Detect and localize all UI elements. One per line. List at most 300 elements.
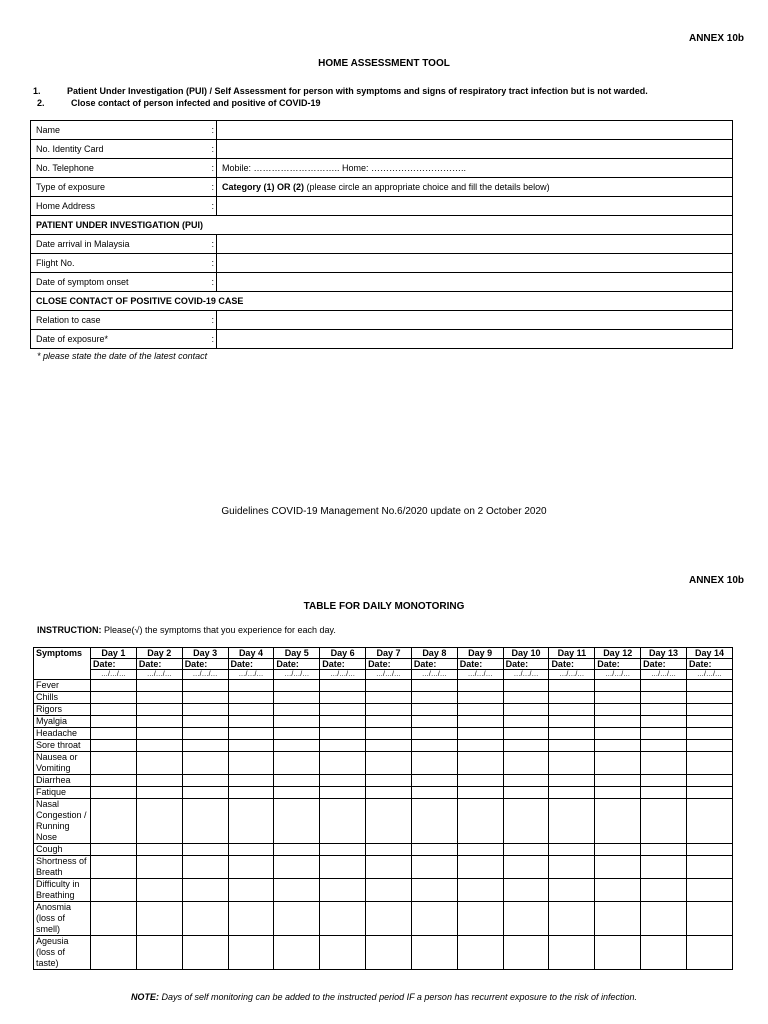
date-label: Date:: [549, 659, 595, 670]
symptom-checkbox-cell[interactable]: [457, 692, 503, 704]
symptom-checkbox-cell[interactable]: [366, 902, 412, 936]
symptom-checkbox-cell[interactable]: [182, 799, 228, 844]
date-field[interactable]: …/…/…: [182, 670, 228, 680]
symptom-checkbox-cell[interactable]: [274, 716, 320, 728]
symptom-row: [34, 856, 733, 879]
symptom-checkbox-cell[interactable]: [91, 856, 137, 879]
symptom-checkbox-cell[interactable]: [641, 704, 687, 716]
symptom-checkbox-cell[interactable]: [503, 728, 549, 740]
symptom-checkbox-cell[interactable]: [686, 844, 732, 856]
symptom-checkbox-cell[interactable]: [686, 716, 732, 728]
symptom-checkbox-cell[interactable]: [549, 799, 595, 844]
symptom-checkbox-cell[interactable]: [182, 787, 228, 799]
date-field[interactable]: …/…/…: [595, 670, 641, 680]
symptom-checkbox-cell[interactable]: [457, 879, 503, 902]
symptom-checkbox-cell[interactable]: [503, 716, 549, 728]
symptom-checkbox-cell[interactable]: [91, 704, 137, 716]
symptom-checkbox-cell[interactable]: [411, 740, 457, 752]
symptom-checkbox-cell[interactable]: [136, 716, 182, 728]
symptom-checkbox-cell[interactable]: [549, 902, 595, 936]
symptom-checkbox-cell[interactable]: [457, 728, 503, 740]
symptom-checkbox-cell[interactable]: [136, 879, 182, 902]
symptom-checkbox-cell[interactable]: [411, 692, 457, 704]
date-field[interactable]: …/…/…: [366, 670, 412, 680]
symptom-checkbox-cell[interactable]: [274, 775, 320, 787]
form-row-telephone: [31, 159, 733, 178]
symptom-checkbox-cell[interactable]: [136, 692, 182, 704]
symptom-checkbox-cell[interactable]: [411, 716, 457, 728]
symptom-checkbox-cell[interactable]: [91, 740, 137, 752]
symptom-checkbox-cell[interactable]: [274, 692, 320, 704]
telephone-field[interactable]: Mobile: ……………………….. Home: …………………………..: [217, 159, 733, 178]
onset-label: Date of symptom onset: [31, 273, 202, 292]
symptom-checkbox-cell[interactable]: [595, 844, 641, 856]
date-field[interactable]: …/…/…: [136, 670, 182, 680]
symptom-checkbox-cell[interactable]: [182, 692, 228, 704]
symptom-checkbox-cell[interactable]: [503, 740, 549, 752]
symptom-checkbox-cell[interactable]: [457, 787, 503, 799]
symptom-checkbox-cell[interactable]: [686, 902, 732, 936]
symptom-label: Ageusia (loss of taste): [34, 936, 91, 970]
symptom-checkbox-cell[interactable]: [136, 728, 182, 740]
symptom-checkbox-cell[interactable]: [641, 936, 687, 970]
symptom-checkbox-cell[interactable]: [503, 704, 549, 716]
day-header: Day 9: [457, 648, 503, 659]
symptom-checkbox-cell[interactable]: [182, 844, 228, 856]
date-field[interactable]: …/…/…: [503, 670, 549, 680]
colon: :: [201, 273, 217, 292]
symptom-checkbox-cell[interactable]: [457, 680, 503, 692]
symptom-checkbox-cell[interactable]: [595, 775, 641, 787]
date-label: Date:: [274, 659, 320, 670]
symptom-checkbox-cell[interactable]: [91, 879, 137, 902]
symptom-checkbox-cell[interactable]: [366, 799, 412, 844]
day-header: Day 12: [595, 648, 641, 659]
date-label: Date:: [457, 659, 503, 670]
symptom-checkbox-cell[interactable]: [228, 692, 274, 704]
instruction: [37, 625, 336, 635]
symptom-row: [34, 740, 733, 752]
symptom-checkbox-cell[interactable]: [549, 680, 595, 692]
symptom-checkbox-cell[interactable]: [228, 740, 274, 752]
day-header: Day 4: [228, 648, 274, 659]
arrival-label: Date arrival in Malaysia: [31, 235, 202, 254]
symptom-checkbox-cell[interactable]: [320, 752, 366, 775]
symptom-checkbox-cell[interactable]: [366, 728, 412, 740]
arrival-field[interactable]: [217, 235, 733, 254]
symptom-checkbox-cell[interactable]: [411, 856, 457, 879]
symptom-checkbox-cell[interactable]: [136, 680, 182, 692]
symptom-checkbox-cell[interactable]: [411, 799, 457, 844]
symptom-row: [34, 902, 733, 936]
symptom-rows: [34, 680, 733, 970]
date-label: Date:: [366, 659, 412, 670]
symptom-checkbox-cell[interactable]: [503, 844, 549, 856]
symptom-checkbox-cell[interactable]: [320, 902, 366, 936]
colon: :: [201, 159, 217, 178]
symptom-checkbox-cell[interactable]: [366, 787, 412, 799]
symptom-checkbox-cell[interactable]: [366, 740, 412, 752]
symptom-checkbox-cell[interactable]: [411, 844, 457, 856]
symptom-checkbox-cell[interactable]: [549, 740, 595, 752]
symptom-checkbox-cell[interactable]: [136, 936, 182, 970]
note-label: NOTE:: [130, 992, 159, 1002]
symptom-checkbox-cell[interactable]: [274, 856, 320, 879]
date-field[interactable]: …/…/…: [274, 670, 320, 680]
symptom-checkbox-cell[interactable]: [228, 775, 274, 787]
relation-field[interactable]: [217, 311, 733, 330]
symptom-checkbox-cell[interactable]: [366, 879, 412, 902]
symptom-checkbox-cell[interactable]: [686, 787, 732, 799]
symptom-checkbox-cell[interactable]: [182, 902, 228, 936]
symptom-checkbox-cell[interactable]: [182, 704, 228, 716]
symptom-checkbox-cell[interactable]: [457, 799, 503, 844]
symptom-checkbox-cell[interactable]: [320, 692, 366, 704]
onset-field[interactable]: [217, 273, 733, 292]
form-row-name: [31, 121, 733, 140]
symptom-checkbox-cell[interactable]: [136, 740, 182, 752]
flight-field[interactable]: [217, 254, 733, 273]
symptom-checkbox-cell[interactable]: [274, 936, 320, 970]
symptom-checkbox-cell[interactable]: [641, 879, 687, 902]
symptom-checkbox-cell[interactable]: [228, 936, 274, 970]
symptom-checkbox-cell[interactable]: [549, 775, 595, 787]
symptom-checkbox-cell[interactable]: [274, 799, 320, 844]
symptom-checkbox-cell[interactable]: [641, 775, 687, 787]
symptom-checkbox-cell[interactable]: [641, 692, 687, 704]
symptom-checkbox-cell[interactable]: [686, 799, 732, 844]
annex-label: ANNEX 10b: [688, 33, 744, 44]
form-row-identity: [31, 140, 733, 159]
symptom-checkbox-cell[interactable]: [320, 856, 366, 879]
symptom-checkbox-cell[interactable]: [228, 752, 274, 775]
symptom-row: [34, 680, 733, 692]
exposure-type-field[interactable]: [217, 178, 733, 197]
symptom-checkbox-cell[interactable]: [411, 728, 457, 740]
symptom-checkbox-cell[interactable]: [182, 740, 228, 752]
symptom-checkbox-cell[interactable]: [182, 716, 228, 728]
symptom-checkbox-cell[interactable]: [228, 716, 274, 728]
symptoms-header: Symptoms: [34, 648, 91, 680]
symptom-checkbox-cell[interactable]: [686, 680, 732, 692]
symptom-label: Nausea or Vomiting: [34, 752, 91, 775]
name-field[interactable]: [217, 121, 733, 140]
symptom-checkbox-cell[interactable]: [503, 787, 549, 799]
symptom-checkbox-cell[interactable]: [136, 704, 182, 716]
exposure-category: Category (1) OR (2): [222, 182, 305, 192]
symptom-checkbox-cell[interactable]: [686, 879, 732, 902]
symptom-checkbox-cell[interactable]: [366, 775, 412, 787]
symptom-checkbox-cell[interactable]: [595, 752, 641, 775]
symptom-checkbox-cell[interactable]: [91, 716, 137, 728]
symptom-checkbox-cell[interactable]: [228, 799, 274, 844]
symptom-checkbox-cell[interactable]: [549, 844, 595, 856]
date-label: Date:: [136, 659, 182, 670]
exposure-date-field[interactable]: [217, 330, 733, 349]
symptom-checkbox-cell[interactable]: [641, 787, 687, 799]
symptom-checkbox-cell[interactable]: [457, 752, 503, 775]
symptom-checkbox-cell[interactable]: [686, 752, 732, 775]
symptom-checkbox-cell[interactable]: [366, 680, 412, 692]
symptom-checkbox-cell[interactable]: [503, 936, 549, 970]
symptom-checkbox-cell[interactable]: [503, 692, 549, 704]
symptom-checkbox-cell[interactable]: [91, 844, 137, 856]
form-row-address: [31, 197, 733, 216]
symptom-checkbox-cell[interactable]: [595, 936, 641, 970]
day-header: Day 5: [274, 648, 320, 659]
address-field[interactable]: [217, 197, 733, 216]
symptom-checkbox-cell[interactable]: [274, 680, 320, 692]
symptom-checkbox-cell[interactable]: [411, 787, 457, 799]
symptom-checkbox-cell[interactable]: [228, 704, 274, 716]
instruction-label: INSTRUCTION:: [37, 625, 102, 635]
symptom-checkbox-cell[interactable]: [182, 752, 228, 775]
day-header: Day 14: [686, 648, 732, 659]
form-row-exposure-date: [31, 330, 733, 349]
symptom-checkbox-cell[interactable]: [228, 856, 274, 879]
symptom-checkbox-cell[interactable]: [366, 936, 412, 970]
symptom-checkbox-cell[interactable]: [641, 752, 687, 775]
symptom-checkbox-cell[interactable]: [686, 775, 732, 787]
symptom-checkbox-cell[interactable]: [503, 879, 549, 902]
date-field[interactable]: …/…/…: [320, 670, 366, 680]
symptom-checkbox-cell[interactable]: [686, 740, 732, 752]
symptom-checkbox-cell[interactable]: [320, 775, 366, 787]
symptom-checkbox-cell[interactable]: [136, 799, 182, 844]
date-label: Date:: [503, 659, 549, 670]
symptom-checkbox-cell[interactable]: [503, 799, 549, 844]
symptom-checkbox-cell[interactable]: [411, 775, 457, 787]
symptom-checkbox-cell[interactable]: [366, 844, 412, 856]
symptom-checkbox-cell[interactable]: [411, 704, 457, 716]
symptom-checkbox-cell[interactable]: [686, 728, 732, 740]
symptom-checkbox-cell[interactable]: [595, 728, 641, 740]
symptom-checkbox-cell[interactable]: [228, 787, 274, 799]
symptom-label: Chills: [34, 692, 91, 704]
intro-item-2: [37, 98, 321, 108]
symptom-checkbox-cell[interactable]: [457, 844, 503, 856]
date-field[interactable]: …/…/…: [457, 670, 503, 680]
symptom-checkbox-cell[interactable]: [320, 936, 366, 970]
symptom-checkbox-cell[interactable]: [91, 680, 137, 692]
symptom-checkbox-cell[interactable]: [549, 704, 595, 716]
colon: :: [201, 197, 217, 216]
symptom-checkbox-cell[interactable]: [686, 692, 732, 704]
symptom-checkbox-cell[interactable]: [366, 692, 412, 704]
symptom-checkbox-cell[interactable]: [320, 704, 366, 716]
monitoring-table: [33, 647, 733, 970]
symptom-checkbox-cell[interactable]: [457, 740, 503, 752]
colon: :: [201, 235, 217, 254]
symptom-row: [34, 799, 733, 844]
address-label: Home Address: [31, 197, 202, 216]
symptom-checkbox-cell[interactable]: [411, 680, 457, 692]
symptom-checkbox-cell[interactable]: [182, 936, 228, 970]
symptom-checkbox-cell[interactable]: [366, 716, 412, 728]
symptom-checkbox-cell[interactable]: [228, 844, 274, 856]
symptom-checkbox-cell[interactable]: [641, 740, 687, 752]
symptom-checkbox-cell[interactable]: [549, 752, 595, 775]
symptom-checkbox-cell[interactable]: [457, 704, 503, 716]
symptom-checkbox-cell[interactable]: [136, 856, 182, 879]
symptom-checkbox-cell[interactable]: [411, 879, 457, 902]
symptom-checkbox-cell[interactable]: [641, 799, 687, 844]
symptom-checkbox-cell[interactable]: [182, 879, 228, 902]
symptom-row: [34, 728, 733, 740]
name-label: Name: [31, 121, 202, 140]
symptom-checkbox-cell[interactable]: [641, 680, 687, 692]
symptom-checkbox-cell[interactable]: [503, 775, 549, 787]
symptom-row: [34, 787, 733, 799]
day-header: Day 2: [136, 648, 182, 659]
identity-field[interactable]: [217, 140, 733, 159]
symptom-checkbox-cell[interactable]: [320, 799, 366, 844]
symptom-checkbox-cell[interactable]: [641, 902, 687, 936]
monitoring-title: TABLE FOR DAILY MONOTORING: [303, 601, 465, 612]
symptom-checkbox-cell[interactable]: [320, 787, 366, 799]
day-header: Day 7: [366, 648, 412, 659]
symptom-checkbox-cell[interactable]: [411, 752, 457, 775]
symptom-checkbox-cell[interactable]: [549, 692, 595, 704]
symptom-checkbox-cell[interactable]: [228, 902, 274, 936]
symptom-checkbox-cell[interactable]: [136, 775, 182, 787]
symptom-checkbox-cell[interactable]: [595, 879, 641, 902]
date-label: Date:: [91, 659, 137, 670]
symptom-checkbox-cell[interactable]: [503, 680, 549, 692]
symptom-checkbox-cell[interactable]: [91, 799, 137, 844]
symptom-checkbox-cell[interactable]: [182, 728, 228, 740]
symptom-checkbox-cell[interactable]: [595, 716, 641, 728]
symptom-checkbox-cell[interactable]: [274, 728, 320, 740]
symptom-checkbox-cell[interactable]: [457, 775, 503, 787]
date-label: Date:: [641, 659, 687, 670]
symptom-checkbox-cell[interactable]: [595, 692, 641, 704]
symptom-checkbox-cell[interactable]: [136, 787, 182, 799]
symptom-checkbox-cell[interactable]: [91, 775, 137, 787]
symptom-label: Nasal Congestion / Running Nose: [34, 799, 91, 844]
symptom-checkbox-cell[interactable]: [503, 902, 549, 936]
symptom-checkbox-cell[interactable]: [274, 844, 320, 856]
date-field[interactable]: …/…/…: [411, 670, 457, 680]
symptom-checkbox-cell[interactable]: [182, 680, 228, 692]
symptom-checkbox-cell[interactable]: [320, 728, 366, 740]
symptom-checkbox-cell[interactable]: [457, 902, 503, 936]
symptom-checkbox-cell[interactable]: [228, 728, 274, 740]
symptom-checkbox-cell[interactable]: [411, 902, 457, 936]
symptom-checkbox-cell[interactable]: [686, 704, 732, 716]
symptom-checkbox-cell[interactable]: [136, 902, 182, 936]
symptom-checkbox-cell[interactable]: [641, 856, 687, 879]
symptom-checkbox-cell[interactable]: [91, 752, 137, 775]
day-header-row: [34, 648, 733, 659]
page-title: HOME ASSESSMENT TOOL: [318, 58, 450, 69]
symptom-checkbox-cell[interactable]: [366, 752, 412, 775]
date-field[interactable]: …/…/…: [686, 670, 732, 680]
symptom-checkbox-cell[interactable]: [549, 879, 595, 902]
symptom-label: Sore throat: [34, 740, 91, 752]
symptom-checkbox-cell[interactable]: [320, 844, 366, 856]
symptom-checkbox-cell[interactable]: [91, 902, 137, 936]
symptom-checkbox-cell[interactable]: [182, 775, 228, 787]
symptom-label: Diarrhea: [34, 775, 91, 787]
symptom-checkbox-cell[interactable]: [320, 716, 366, 728]
date-label: Date:: [686, 659, 732, 670]
form-section-contact: [31, 292, 733, 311]
note-text: Days of self monitoring can be added to the instructed period IF a person has recurrent exposure to the risk of infection.: [158, 992, 638, 1002]
symptom-checkbox-cell[interactable]: [91, 787, 137, 799]
relation-label: Relation to case: [31, 311, 202, 330]
symptom-checkbox-cell[interactable]: [274, 787, 320, 799]
date-label: Date:: [595, 659, 641, 670]
date-field[interactable]: …/…/…: [91, 670, 137, 680]
symptom-checkbox-cell[interactable]: [91, 728, 137, 740]
pui-section-heading: PATIENT UNDER INVESTIGATION (PUI): [31, 216, 733, 235]
symptom-checkbox-cell[interactable]: [595, 740, 641, 752]
symptom-checkbox-cell[interactable]: [686, 936, 732, 970]
symptom-checkbox-cell[interactable]: [136, 844, 182, 856]
symptom-checkbox-cell[interactable]: [595, 680, 641, 692]
symptom-checkbox-cell[interactable]: [274, 879, 320, 902]
symptom-label: Difficulty in Breathing: [34, 879, 91, 902]
symptom-checkbox-cell[interactable]: [366, 704, 412, 716]
symptom-checkbox-cell[interactable]: [595, 902, 641, 936]
date-field[interactable]: …/…/…: [549, 670, 595, 680]
symptom-checkbox-cell[interactable]: [457, 856, 503, 879]
date-field[interactable]: …/…/…: [228, 670, 274, 680]
symptom-checkbox-cell[interactable]: [549, 728, 595, 740]
symptom-checkbox-cell[interactable]: [595, 799, 641, 844]
symptom-checkbox-cell[interactable]: [549, 936, 595, 970]
symptom-label: Fatique: [34, 787, 91, 799]
assessment-form: [30, 120, 733, 349]
symptom-checkbox-cell[interactable]: [411, 936, 457, 970]
exposure-instructions: (please circle an appropriate choice and fill the details below): [304, 182, 550, 192]
symptom-checkbox-cell[interactable]: [274, 740, 320, 752]
symptom-checkbox-cell[interactable]: [457, 936, 503, 970]
symptom-checkbox-cell[interactable]: [641, 844, 687, 856]
symptom-checkbox-cell[interactable]: [457, 716, 503, 728]
symptom-checkbox-cell[interactable]: [274, 752, 320, 775]
symptom-checkbox-cell[interactable]: [320, 740, 366, 752]
symptom-checkbox-cell[interactable]: [686, 856, 732, 879]
colon: :: [201, 330, 217, 349]
date-field[interactable]: …/…/…: [641, 670, 687, 680]
day-header: Day 6: [320, 648, 366, 659]
symptom-checkbox-cell[interactable]: [91, 692, 137, 704]
symptom-checkbox-cell[interactable]: [320, 680, 366, 692]
symptom-checkbox-cell[interactable]: [91, 936, 137, 970]
symptom-checkbox-cell[interactable]: [274, 902, 320, 936]
symptom-checkbox-cell[interactable]: [549, 716, 595, 728]
day-header: Day 13: [641, 648, 687, 659]
symptom-checkbox-cell[interactable]: [503, 856, 549, 879]
symptom-checkbox-cell[interactable]: [366, 856, 412, 879]
symptom-checkbox-cell[interactable]: [595, 704, 641, 716]
symptom-checkbox-cell[interactable]: [549, 787, 595, 799]
symptom-checkbox-cell[interactable]: [228, 879, 274, 902]
symptom-checkbox-cell[interactable]: [136, 752, 182, 775]
symptom-checkbox-cell[interactable]: [641, 716, 687, 728]
symptom-checkbox-cell[interactable]: [595, 856, 641, 879]
symptom-checkbox-cell[interactable]: [320, 879, 366, 902]
symptom-checkbox-cell[interactable]: [182, 856, 228, 879]
symptom-checkbox-cell[interactable]: [595, 787, 641, 799]
symptom-checkbox-cell[interactable]: [641, 728, 687, 740]
symptom-checkbox-cell[interactable]: [503, 752, 549, 775]
symptom-checkbox-cell[interactable]: [549, 856, 595, 879]
symptom-checkbox-cell[interactable]: [274, 704, 320, 716]
symptom-checkbox-cell[interactable]: [228, 680, 274, 692]
